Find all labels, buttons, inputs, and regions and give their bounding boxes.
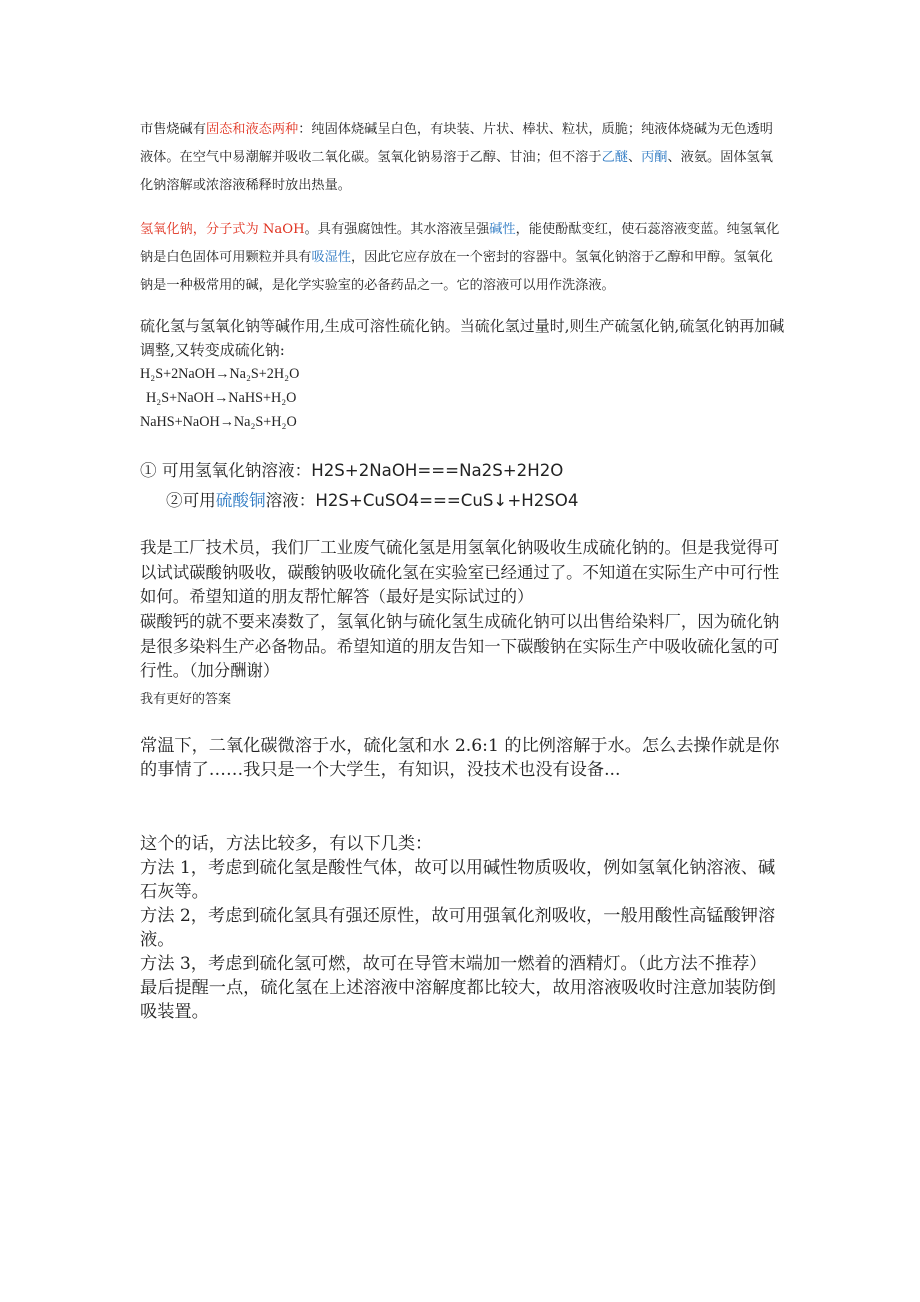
answer-line: 方法 2，考虑到硫化氢具有强还原性，故可用强氧化剂吸收，一般用酸性高锰酸钾溶液。 [140, 906, 776, 950]
link-hygroscopic[interactable]: 吸湿性 [311, 250, 351, 265]
text: 、液氨。固体氢氧化钠溶解或浓溶液稀释时放出热量。 [140, 150, 773, 193]
text: ②可用 [166, 491, 216, 510]
text: ① 可用氢氧化钠溶液： [140, 461, 312, 480]
highlight-red: 氢氧化钠，分子式为 NaOH [140, 222, 305, 237]
link-acetone[interactable]: 丙酮 [641, 150, 668, 165]
reaction-list [140, 362, 785, 434]
paragraph-h2s-reaction: 硫化氢与氢氧化钠等碱作用,生成可溶性硫化钠。当硫化氢过量时,则生产硫氢化钠,硫氢化钠再加碱调整,又转变成硫化钠: [140, 317, 785, 359]
answer-line: 最后提醒一点，硫化氢在上述溶液中溶解度都比较大，故用溶液吸收时注意加装防倒吸装置。 [140, 978, 776, 1022]
absorption-methods [140, 456, 780, 516]
equation: H2S+2NaOH===Na2S+2H2O [311, 461, 564, 480]
text: ，因此它应存放在一个密封的容器中。氢氧化钠溶于乙醇和甲醇。氢氧化钠是一种极常用的碱，是化学实验室的必备药品之一。它的溶液可以用作洗涤液。 [140, 250, 773, 293]
link-alkaline[interactable]: 碱性 [489, 222, 516, 237]
equation: H2S+CuSO4===CuS↓+H2SO4 [315, 491, 579, 510]
method-item [140, 486, 780, 516]
text: 溶液： [265, 491, 316, 510]
reaction-equation: H₂S+2NaOH→Na₂S+2H₂O [140, 366, 300, 382]
text: 市售烧碱有 [140, 122, 206, 137]
reaction-equation: H₂S+NaOH→NaHS+H₂O [146, 390, 297, 406]
answer-line: 方法 3，考虑到硫化氢可燃，故可在导管末端加一燃着的酒精灯。（此方法不推荐） [140, 954, 767, 974]
text: 。具有强腐蚀性。其水溶液呈强 [304, 222, 490, 237]
paragraph-sodium-hydroxide [140, 216, 785, 300]
question-followup: 碳酸钙的就不要来凑数了，氢氧化钠与硫化氢生成硫化钠可以出售给染料厂，因为硫化钠是很多染料生产必备物品。希望知道的朋友告知一下碳酸钠在实际生产中吸收硫化氢的可行性。（加分酬谢） [140, 612, 780, 680]
answer-line: 方法 1，考虑到硫化氢是酸性气体，故可以用碱性物质吸收，例如氢氧化钠溶液、碱石灰等。 [140, 858, 776, 902]
link-copper-sulfate[interactable]: 硫酸铜 [215, 491, 266, 510]
question-paragraph: 我是工厂技术员，我们厂工业废气硫化氢是用氢氧化钠吸收生成硫化钠的。但是我觉得可以试试碳酸钠吸收，碳酸钠吸收硫化氢在实验室已经通过了。不知道在实际生产中可行性如何。希望知道的朋友帮忙解答（最好是实际试过的） [140, 538, 780, 606]
highlight-red: 固态和液态两种 [205, 122, 299, 137]
answer-paragraph: 常温下，二氧化碳微溶于水，硫化氢和水 2.6:1 的比例溶解于水。怎么去操作就是你的事情了……我只是一个大学生，有知识，没技术也没有设备... [140, 736, 780, 780]
answer-methods [140, 832, 785, 1024]
method-item [140, 456, 780, 486]
paragraph-caustic-soda [140, 116, 785, 200]
text: ：纯固体烧碱呈白色，有块装、片状、棒状、粒状，质脆；纯液体烧碱为无色透明液体。在空气中易潮解并吸收二氧化碳。氢氧化钠易溶于乙醇、甘油；但不溶于 [140, 122, 773, 165]
reaction-equation: NaHS+NaOH→Na₂S+H₂O [140, 414, 297, 430]
text: 、 [627, 150, 642, 165]
text: ，能使酚酞变红，使石蕊溶液变蓝。纯氢氧化钠是白色固体可用颗粒并具有 [140, 222, 780, 265]
better-answer-link[interactable]: 我有更好的答案 [140, 692, 232, 707]
link-ether[interactable]: 乙醚 [601, 150, 628, 165]
answer-line: 这个的话，方法比较多，有以下几类： [140, 834, 433, 854]
